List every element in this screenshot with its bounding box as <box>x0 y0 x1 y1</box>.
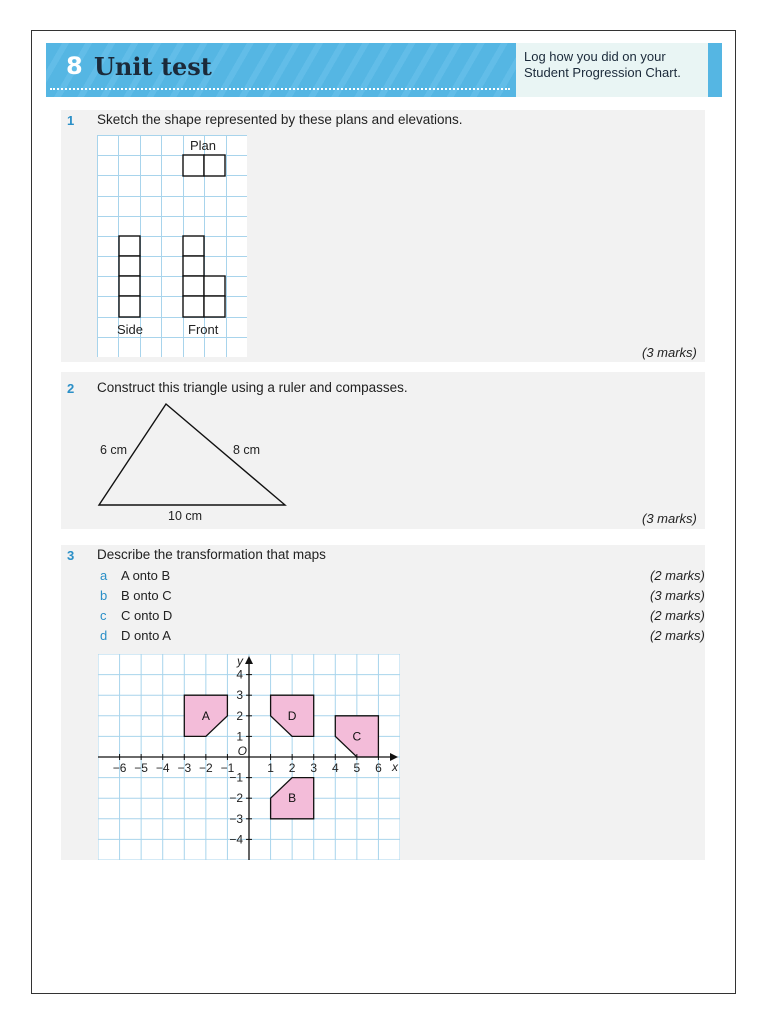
triangle-side-right-label: 8 cm <box>233 443 261 457</box>
front-square-2 <box>183 256 204 276</box>
question-2-number: 2 <box>67 381 75 396</box>
x-tick-label: −5 <box>134 761 148 775</box>
shape-c-label: C <box>352 729 362 744</box>
front-square-1 <box>183 236 204 256</box>
front-square-3 <box>183 276 204 296</box>
part-c-letter: c <box>100 608 107 623</box>
shape-b-label: B <box>288 791 297 806</box>
part-a-marks: (2 marks) <box>650 568 705 583</box>
front-square-4 <box>204 276 225 296</box>
side-square-2 <box>119 256 140 276</box>
plan-square-1 <box>183 155 204 176</box>
x-tick-label: 6 <box>375 761 382 775</box>
part-a-text: A onto B <box>121 568 171 583</box>
side-square-1 <box>119 236 140 256</box>
part-c-marks: (2 marks) <box>650 608 705 623</box>
triangle-diagram <box>90 398 300 526</box>
side-square-4 <box>119 296 140 317</box>
x-tick-label: −6 <box>112 761 127 775</box>
unit-header <box>46 43 722 97</box>
question-1-marks: (3 marks) <box>642 345 697 360</box>
x-tick-label: −1 <box>220 761 235 775</box>
y-tick-label: 3 <box>236 688 243 703</box>
triangle-base-label: 10 cm <box>168 509 203 523</box>
y-axis-label: y <box>237 654 243 668</box>
side-square-3 <box>119 276 140 296</box>
question-1-number: 1 <box>67 113 75 128</box>
x-tick-label: −4 <box>155 761 170 775</box>
shape-a-label: A <box>201 708 210 723</box>
progress-note-line-2: Student Progression Chart. <box>524 65 681 80</box>
y-tick-label: 4 <box>236 667 243 682</box>
coordinate-grid <box>98 654 400 860</box>
question-3-text: Describe the transformation that maps <box>97 547 326 562</box>
page-title: Unit test <box>94 52 212 81</box>
part-a-letter: a <box>100 568 108 583</box>
part-b-text: B onto C <box>121 588 172 603</box>
x-tick-label: 2 <box>288 761 296 775</box>
y-tick-label: 1 <box>236 729 243 744</box>
part-d-marks: (2 marks) <box>650 628 705 643</box>
part-d-text: D onto A <box>121 628 171 643</box>
unit-number: 8 <box>66 52 83 80</box>
plans-elevations-diagram <box>97 135 247 357</box>
plan-label: Plan <box>190 138 217 153</box>
question-2-marks: (3 marks) <box>642 511 697 526</box>
front-square-6 <box>204 296 225 317</box>
triangle-side-left-label: 6 cm <box>100 443 128 457</box>
header-dotted-rule <box>50 88 510 90</box>
y-tick-label: −1 <box>229 770 243 785</box>
question-2-text: Construct this triangle using a ruler and compasses. <box>97 380 408 395</box>
side-label: Side <box>117 322 144 337</box>
y-tick-label: 2 <box>236 708 243 723</box>
y-tick-label: −3 <box>229 811 243 826</box>
question-1-text: Sketch the shape represented by these plans and elevations. <box>97 112 463 127</box>
x-tick-label: −2 <box>199 761 213 775</box>
x-tick-label: 1 <box>267 761 274 775</box>
part-b-letter: b <box>100 588 108 603</box>
front-square-5 <box>183 296 204 317</box>
y-tick-label: −2 <box>229 791 243 806</box>
x-tick-label: −3 <box>177 761 192 775</box>
front-label: Front <box>188 322 219 337</box>
question-3-number: 3 <box>67 548 75 563</box>
x-tick-label: 5 <box>353 761 361 775</box>
part-b-marks: (3 marks) <box>650 588 705 603</box>
y-tick-label: −4 <box>229 832 243 847</box>
header-band-edge <box>708 43 722 97</box>
plan-square-2 <box>204 155 225 176</box>
shape-d-label: D <box>287 708 297 723</box>
origin-label: O <box>237 744 247 758</box>
progress-note <box>516 43 708 97</box>
part-d-letter: d <box>100 628 108 643</box>
part-c-text: C onto D <box>121 608 173 623</box>
x-tick-label: 4 <box>331 761 339 775</box>
x-tick-label: 3 <box>310 761 318 775</box>
x-axis-label: x <box>392 760 398 774</box>
progress-note-line-1: Log how you did on your <box>524 49 666 64</box>
